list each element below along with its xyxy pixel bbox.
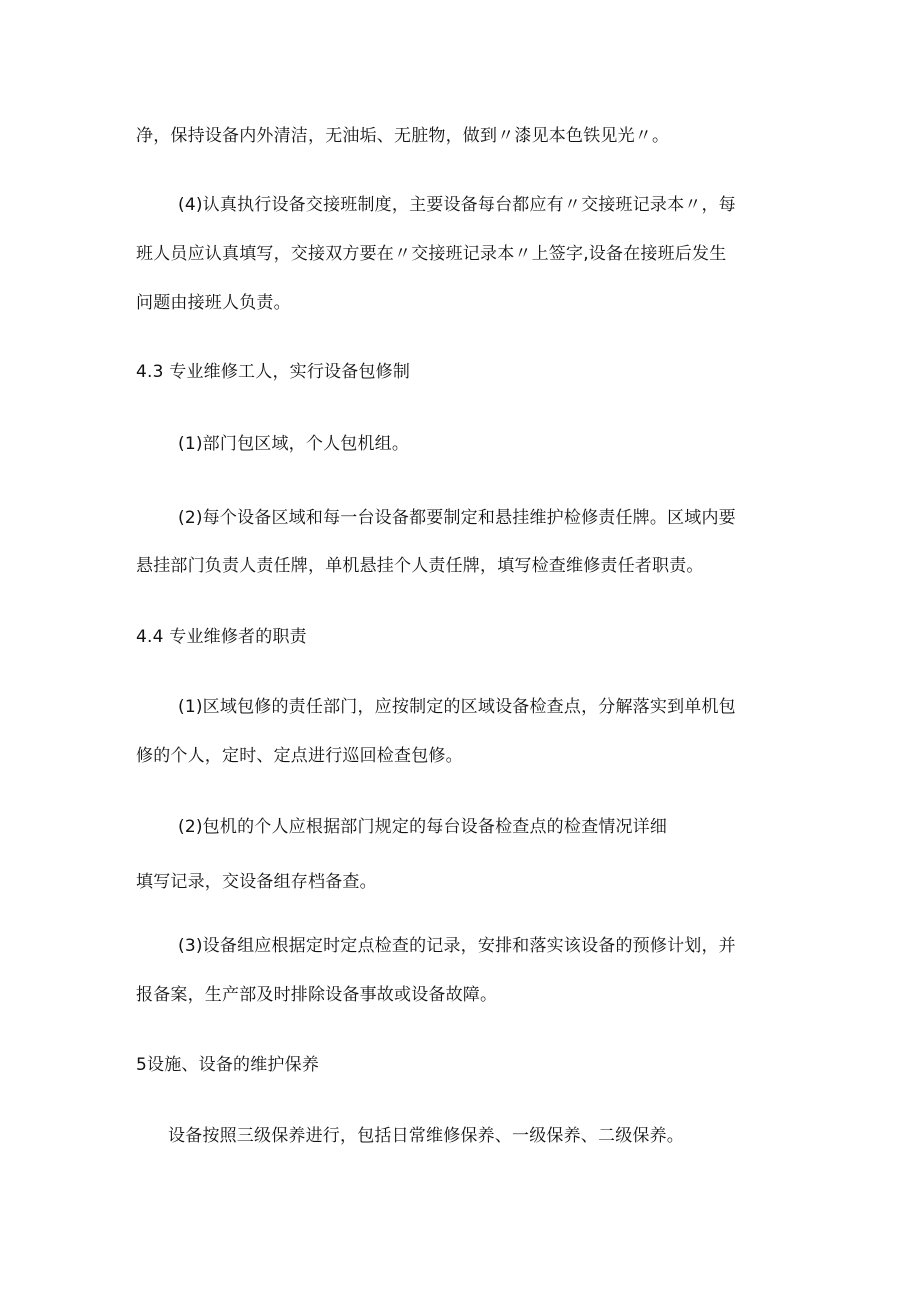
paragraph-line: 填写记录，交设备组存档备查。 xyxy=(136,872,377,892)
paragraph-line: 净，保持设备内外清洁，无油垢、无脏物，做到〃漆见本色铁见光〃。 xyxy=(136,126,670,146)
paragraph-line: (1)部门包区域，个人包机组。 xyxy=(178,434,410,454)
paragraph-line: 悬挂部门负责人责任牌，单机悬挂个人责任牌，填写检查维修责任者职责。 xyxy=(136,556,704,576)
paragraph-line: (1)区域包修的责任部门，应按制定的区域设备检查点，分解落实到单机包 xyxy=(178,697,736,717)
paragraph-line: (2)每个设备区域和每一台设备都要制定和悬挂维护检修责任牌。区域内要 xyxy=(178,508,736,528)
paragraph-line: (2)包机的个人应根据部门规定的每台设备检查点的检查情况详细 xyxy=(178,817,668,837)
paragraph-line: 设备按照三级保养进行，包括日常维修保养、一级保养、二级保养。 xyxy=(168,1126,684,1146)
section-heading: 4.3 专业维修工人，实行设备包修制 xyxy=(136,362,411,382)
paragraph-line: (3)设备组应根据定时定点检查的记录，安排和落实该设备的预修计划，并 xyxy=(178,936,736,956)
paragraph-line: 问题由接班人负责。 xyxy=(136,293,291,313)
section-heading: 5设施、设备的维护保养 xyxy=(136,1055,320,1075)
section-heading: 4.4 专业维修者的职责 xyxy=(136,627,307,647)
paragraph-line: 班人员应认真填写，交接双方要在〃交接班记录本〃上签字,设备在接班后发生 xyxy=(136,244,727,264)
paragraph-line: 修的个人，定时、定点进行巡回检查包修。 xyxy=(136,746,463,766)
paragraph-line: 报备案，生产部及时排除设备事故或设备故障。 xyxy=(136,985,498,1005)
paragraph-line: (4)认真执行设备交接班制度，主要设备每台都应有〃交接班记录本〃，每 xyxy=(178,195,736,215)
